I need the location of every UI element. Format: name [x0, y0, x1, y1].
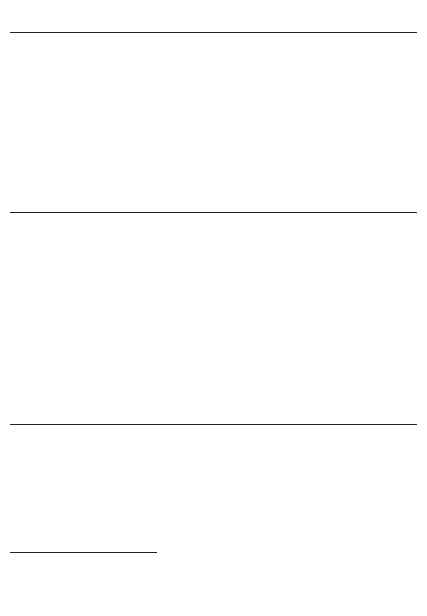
header-rule: [10, 32, 417, 33]
keywords-cn: [12, 166, 415, 184]
byline-cn: [12, 76, 415, 84]
footnote-rule: [10, 552, 157, 553]
abstract-rule: [10, 424, 417, 425]
running-header: [10, 6, 417, 32]
doi: [12, 198, 415, 207]
abstract-en: [12, 298, 415, 398]
footnote: [12, 556, 415, 610]
classification-info: [12, 186, 415, 196]
abstract-cn: [12, 120, 415, 164]
affiliations-cn: [12, 86, 415, 116]
keywords-en: [12, 400, 415, 418]
affiliations-en: [12, 266, 415, 296]
section-rule: [10, 212, 417, 213]
byline-en: [12, 256, 415, 264]
